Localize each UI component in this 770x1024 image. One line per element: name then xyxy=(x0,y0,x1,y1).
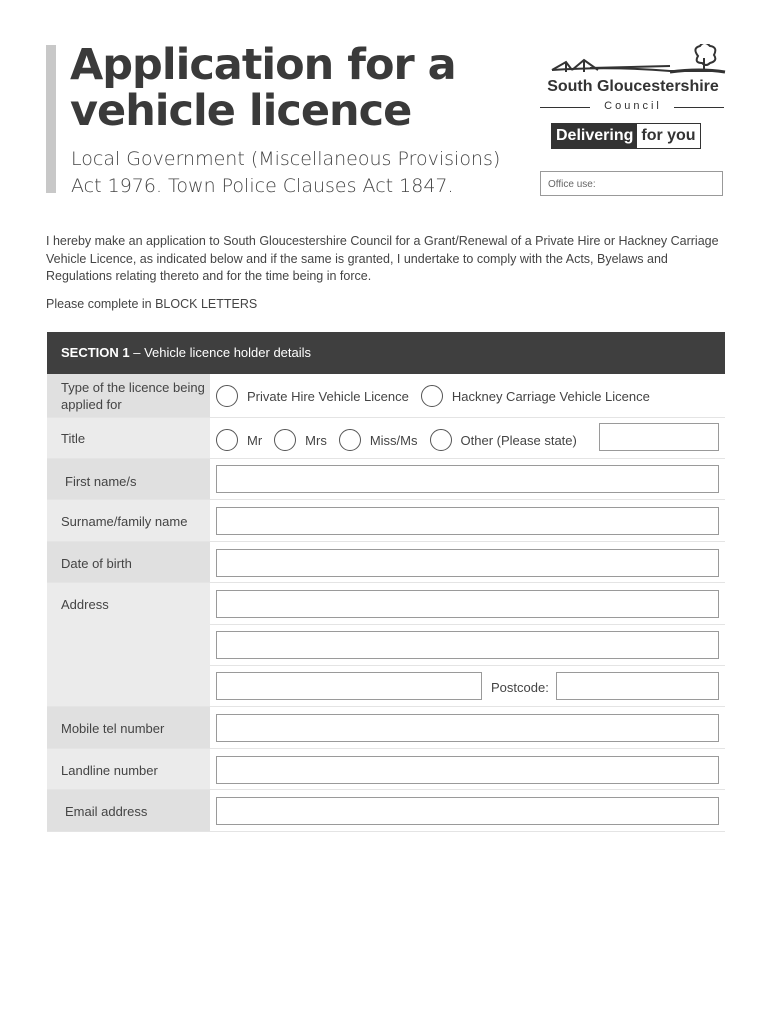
divider xyxy=(210,665,725,666)
divider xyxy=(674,107,724,108)
email-label: Email address xyxy=(47,790,210,831)
dob-row xyxy=(47,542,725,583)
landline-input[interactable] xyxy=(216,756,719,784)
surname-row xyxy=(47,500,725,542)
private-hire-radio[interactable] xyxy=(216,385,238,407)
title-mr-radio[interactable] xyxy=(216,429,238,451)
address-line3-input[interactable] xyxy=(216,672,482,700)
licence-type-row xyxy=(47,374,725,418)
mobile-row xyxy=(47,707,725,749)
address-label: Address xyxy=(47,583,210,706)
first-name-input[interactable] xyxy=(216,465,719,493)
title-mr-label: Mr xyxy=(247,432,263,448)
title-other-radio[interactable] xyxy=(430,429,452,451)
block-letters-note: Please complete in BLOCK LETTERS xyxy=(46,297,258,311)
section-number: SECTION 1 xyxy=(61,345,130,360)
address-row xyxy=(47,583,725,707)
title-accent-bar xyxy=(46,45,56,193)
title-other-label: Other (Please state) xyxy=(460,432,577,448)
email-row xyxy=(47,790,725,832)
first-name-row xyxy=(47,459,725,500)
tagline-part1: Delivering xyxy=(552,124,637,148)
title-row xyxy=(47,418,725,459)
tagline-badge xyxy=(551,123,701,149)
email-input[interactable] xyxy=(216,797,719,825)
hackney-carriage-radio[interactable] xyxy=(421,385,443,407)
title-label: Title xyxy=(47,418,210,458)
title-mrs-label: Mrs xyxy=(305,432,327,448)
dob-label: Date of birth xyxy=(47,542,210,582)
page-subtitle: Local Government (Miscellaneous Provisions) Act 1976. Town Police Clauses Act 1847. xyxy=(71,148,501,197)
surname-input[interactable] xyxy=(216,507,719,535)
mobile-label: Mobile tel number xyxy=(47,707,210,748)
office-use-box[interactable] xyxy=(540,171,723,196)
dob-input[interactable] xyxy=(216,549,719,577)
section-1-form xyxy=(47,374,725,832)
postcode-label: Postcode: xyxy=(491,680,549,695)
hackney-carriage-label: Hackney Carriage Vehicle Licence xyxy=(451,388,650,404)
mobile-input[interactable] xyxy=(216,714,719,742)
licence-type-label: Type of the licence being applied for xyxy=(47,374,210,417)
section-title: – Vehicle licence holder details xyxy=(129,345,312,360)
title-mrs-radio[interactable] xyxy=(274,429,296,451)
surname-label: Surname/family name xyxy=(47,500,210,541)
landline-row xyxy=(47,749,725,790)
licence-type-options xyxy=(216,385,662,407)
title-options xyxy=(216,429,583,451)
title-miss-ms-radio[interactable] xyxy=(339,429,361,451)
bridge-tree-icon xyxy=(550,44,726,76)
landline-label: Landline number xyxy=(47,749,210,789)
tagline-part2: for you xyxy=(641,127,696,144)
address-line1-input[interactable] xyxy=(216,590,719,618)
title-miss-ms-label: Miss/Ms xyxy=(369,432,418,448)
council-name: South Gloucestershire xyxy=(547,78,719,95)
office-use-label: Office use: xyxy=(548,179,596,190)
first-name-label: First name/s xyxy=(47,459,210,499)
postcode-input[interactable] xyxy=(556,672,719,700)
page-title: Application for a vehicle licence xyxy=(70,40,456,136)
intro-paragraph: I hereby make an application to South Gloucestershire Council for a Grant/Renewal of a Private Hire or Hackney Carriage Vehicle Licence, as indicated below and if the same is granted, I undertake to comply with the Acts, Byelaws and Regulations relating thereto and for the time being in force. xyxy=(46,234,719,283)
divider xyxy=(210,624,725,625)
council-word: Council xyxy=(604,100,662,112)
section-1-header xyxy=(47,332,725,374)
private-hire-label: Private Hire Vehicle Licence xyxy=(247,388,409,404)
address-line2-input[interactable] xyxy=(216,631,719,659)
title-other-input[interactable] xyxy=(599,423,719,451)
